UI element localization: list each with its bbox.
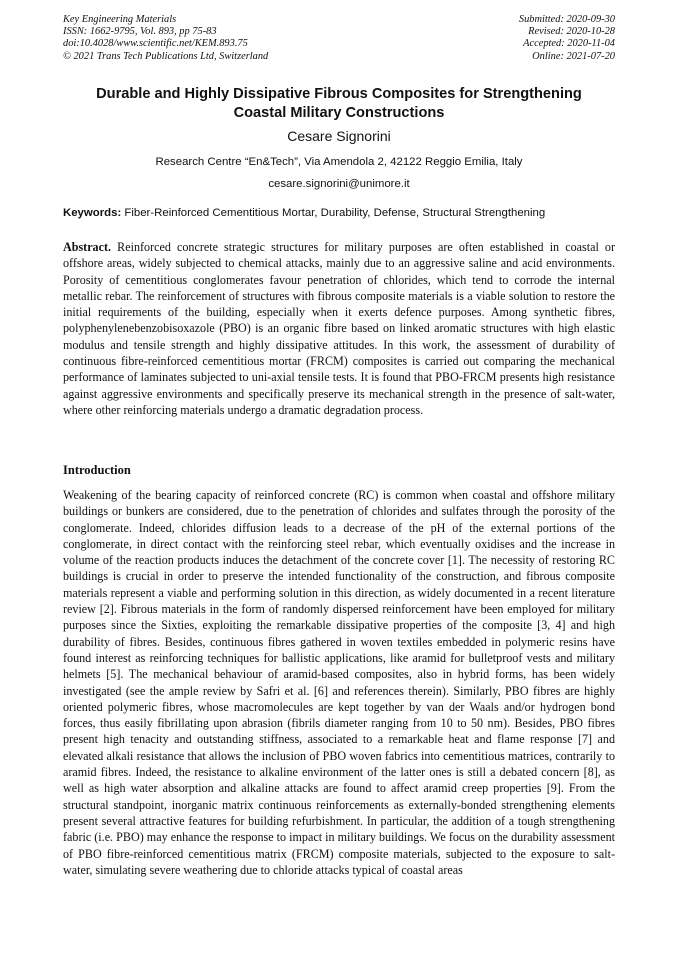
online-date: Online: 2021-07-20 <box>532 50 615 62</box>
abstract-label: Abstract. <box>63 240 112 254</box>
keywords-text: Fiber-Reinforced Cementitious Mortar, Durability, Defense, Structural Strengthening <box>121 207 546 219</box>
header-left <box>63 14 268 63</box>
abstract-text: Reinforced concrete strategic structures for military purposes are often established in coastal or offshore areas, widely subjected to chemical attacks, mainly due to an aggressive saline and acid environments. Porosity of cementitious conglomerates favour penetration of chlorides, which tend to corrode the internal metallic rebar. The reinforcement of structures with fibrous composite materials is a viable solution to restore the initial requirements of the building, especially when it exerts defence purposes. Among synthetic fibres, polyphenylenebenzobisoxazole (PBO) is an organic fibre based on linked aromatic structures with high elastic modulus and tensile strength and highly dissipative attitudes. In this work, the assessment of durability of continuous fibre-reinforced cementitious mortar (FRCM) composites is carried out comparing the mechanical performance of laminates subjected to uni-axial tensile tests. It is found that PBO-FRCM presents high resistance against aggressive environments and specifically preserve its mechanical strength in the presence of salt-water, where other reinforcing materials undergo a dramatic degradation process. <box>63 240 615 417</box>
header-right <box>519 14 615 63</box>
author-name: Cesare Signorini <box>287 128 391 144</box>
issn-line: ISSN: 1662-9795, Vol. 893, pp 75-83 <box>63 26 217 38</box>
copyright-line: © 2021 Trans Tech Publications Ltd, Switzerland <box>63 50 269 62</box>
revised-date: Revised: 2020-10-28 <box>528 26 615 38</box>
journal-name: Key Engineering Materials <box>63 14 177 25</box>
doi-line: doi:10.4028/www.scientific.net/KEM.893.75 <box>63 38 248 50</box>
title-line-2: Coastal Military Constructions <box>233 105 445 121</box>
title-line-1: Durable and Highly Dissipative Fibrous Composites for Strengthening <box>96 86 582 102</box>
section-heading-introduction: Introduction <box>63 463 131 477</box>
accepted-date: Accepted: 2020-11-04 <box>523 38 615 50</box>
keywords-label: Keywords: <box>63 207 122 219</box>
author-email: cesare.signorini@unimore.it <box>268 178 410 190</box>
paper-title <box>63 85 615 123</box>
author-affiliation: Research Centre “En&Tech”, Via Amendola 2, 42122 Reggio Emilia, Italy <box>155 156 523 168</box>
introduction-text: Weakening of the bearing capacity of reinforced concrete (RC) is common when coastal and offshore military buildings or bunkers are considered, due to the penetration of chlorides and sulfates through the porosity of the conglomerate. Indeed, chlorides diffusion leads to a decrease of the pH of the external portions of the conglomerate, in direct contact with the reinforcing steel rebar, which eventually oxidises and the increase in volume of the reaction products induces the detachment of the concrete cover [1]. The necessity of restoring RC buildings is crucial in order to preserve the intended functionality of the construction, and fibrous composite materials represent a viable and performing solution in this direction, as widely documented in a recent literature review [2]. Fibrous materials in the form of randomly dispersed reinforcement have been employed for military purposes since the Sixties, exploiting the remarkable dissipative properties of the composite [3, 4] and high durability of fibres. Besides, continuous fibres gathered in woven textiles embedded in polymeric resins have found interest as reinforcing techniques for ballistic applications, like aramid for bulletproof vests and military helmets [5]. The mechanical behaviour of aramid-based composites, also in hybrid forms, has been widely investigated (see the ample review by Safri et al. [6] and references therein). Similarly, PBO fibres are highly oriented polymeric fibres, whose macromolecules are kept together by van der Waals and/or hydrogen bond forces, thus easily fibrillating upon abrasion (fibrils diameter ranging from 10 to 50 nm). Besides, PBO fibres present high tenacity and outstanding stiffness, associated to a remarkable heat and flame response [7] and elevated alkali resistance that allows the inclusion of PBO woven fabrics into cementitious matrices, contrarily to aramid fibres. Indeed, the resistance to alkaline environment of the latter ones is still a debated concern [8], as well as high water absorption and alkaline attacks are found to affect aramid creep properties [9]. From the structural standpoint, inorganic matrix continuous reinforcements as externally-bonded strengthening elements present several attractive features for building refurbishment. In particular, the addition of a tough strengthening fabric (i.e. PBO) may enhance the response to impact in military buildings. We focus on the durability assessment of PBO fibre-reinforced cementitious matrix (FRCM) composite materials, subjected to the exposure to salt-water, simulating severe weathering due to chloride attacks typical of coastal areas <box>63 488 615 877</box>
keywords <box>63 206 615 220</box>
submitted-date: Submitted: 2020-09-30 <box>518 14 615 25</box>
abstract <box>63 239 615 418</box>
